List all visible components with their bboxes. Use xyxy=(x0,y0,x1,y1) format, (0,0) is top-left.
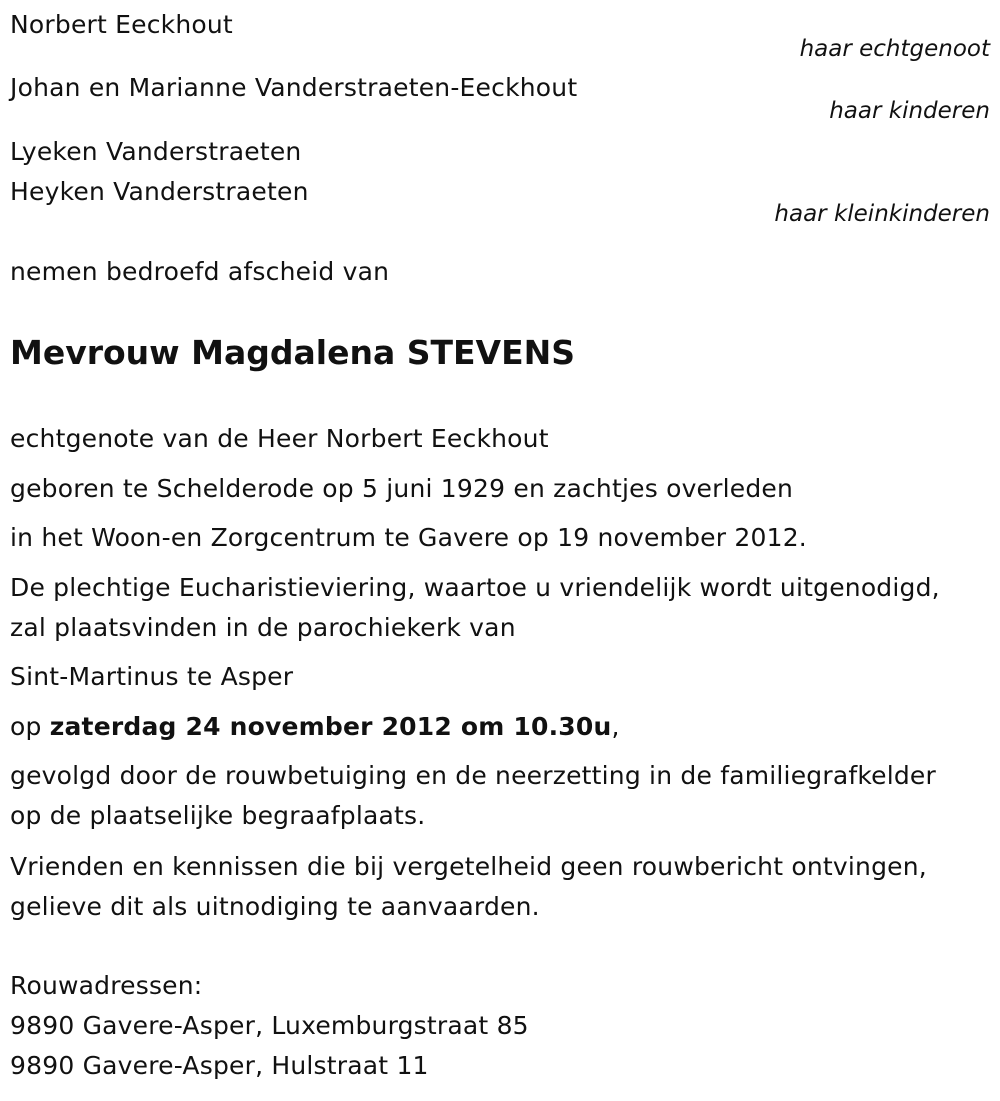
ceremony-date-time: zaterdag 24 november 2012 om 10.30u xyxy=(49,712,612,741)
children-role: haar kinderen xyxy=(829,98,990,124)
children-name: Johan en Marianne Vanderstraeten-Eeckhout xyxy=(10,73,578,102)
church-name: Sint-Martinus te Asper xyxy=(10,662,294,691)
date-suffix: , xyxy=(611,712,620,741)
birth-line: geboren te Schelderode op 5 juni 1929 en zachtjes overleden xyxy=(10,474,794,503)
followup-line-2: op de plaatselijke begraafplaats. xyxy=(10,801,426,830)
announcement-text: nemen bedroefd afscheid van xyxy=(10,257,390,286)
spouse-line: echtgenote van de Heer Norbert Eeckhout xyxy=(10,424,549,453)
ceremony-date-line xyxy=(10,711,620,743)
address-1: 9890 Gavere-Asper, Luxemburgstraat 85 xyxy=(10,1011,529,1040)
grandchild-name-2: Heyken Vanderstraeten xyxy=(10,177,309,206)
spouse-role: haar echtgenoot xyxy=(799,36,990,62)
spouse-name: Norbert Eeckhout xyxy=(10,10,233,39)
address-2: 9890 Gavere-Asper, Hulstraat 11 xyxy=(10,1051,429,1080)
ceremony-intro-line-1: De plechtige Eucharistieviering, waartoe u vriendelijk wordt uitgenodigd, xyxy=(10,573,940,602)
addresses-heading: Rouwadressen: xyxy=(10,971,203,1000)
death-line: in het Woon-en Zorgcentrum te Gavere op 19 november 2012. xyxy=(10,523,807,552)
deceased-name: Mevrouw Magdalena STEVENS xyxy=(10,333,575,372)
notice-line-1: Vrienden en kennissen die bij vergetelheid geen rouwbericht ontvingen, xyxy=(10,852,927,881)
notice-line-2: gelieve dit als uitnodiging te aanvaarden. xyxy=(10,892,540,921)
date-prefix: op xyxy=(10,712,50,741)
followup-line-1: gevolgd door de rouwbetuiging en de neerzetting in de familiegrafkelder xyxy=(10,761,936,790)
grandchildren-role: haar kleinkinderen xyxy=(774,201,990,227)
ceremony-intro-line-2: zal plaatsvinden in de parochiekerk van xyxy=(10,613,516,642)
grandchild-name-1: Lyeken Vanderstraeten xyxy=(10,137,302,166)
